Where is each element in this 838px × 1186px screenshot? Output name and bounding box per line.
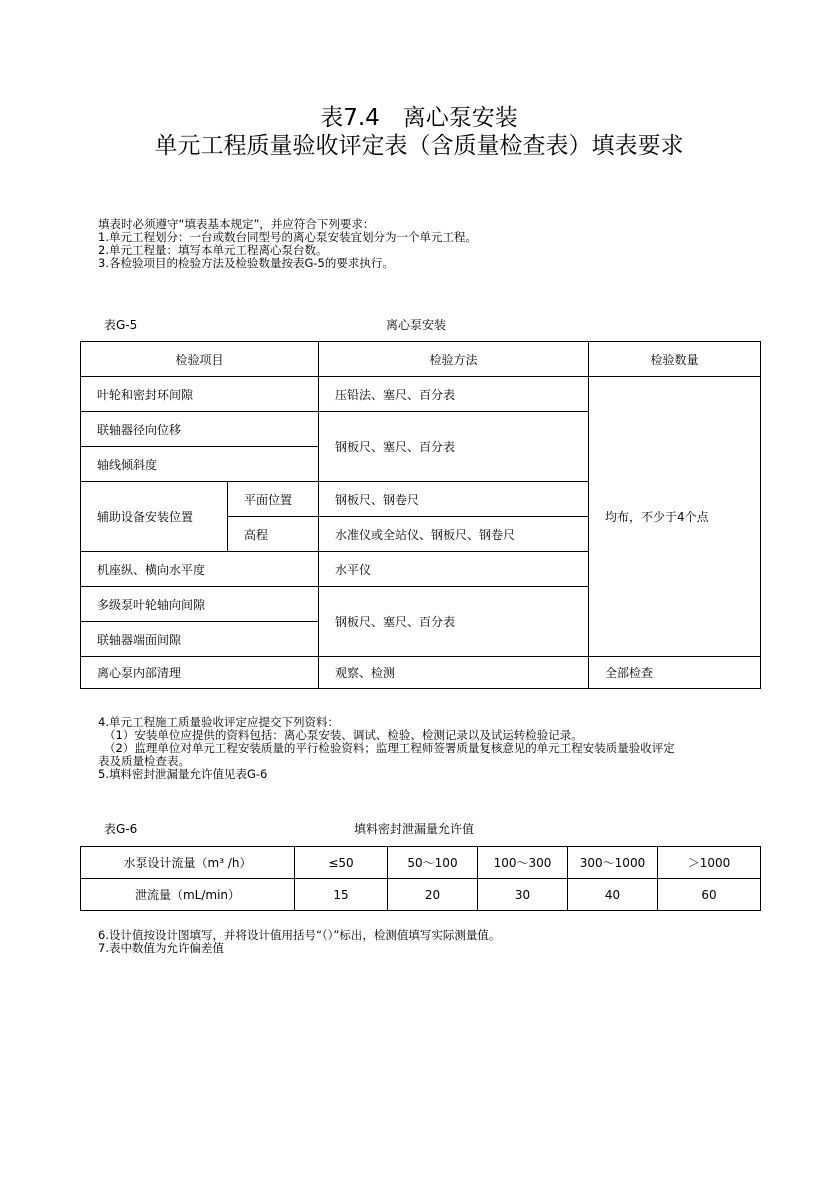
note-2: 2.单元工程量：填写本单元工程离心泵台数。 — [98, 243, 328, 257]
item-coupling-radial: 联轴器径向位移 — [81, 412, 319, 447]
method-cell: 钢板尺、塞尺、百分表 — [319, 412, 589, 482]
table-g6-caption: 填料密封泄漏量允许值 — [354, 822, 475, 836]
flow-header: 水泵设计流量（m³ /h） — [81, 847, 295, 879]
page-subtitle: 单元工程质量验收评定表（含质量检查表）填表要求 — [154, 133, 684, 159]
note-4: 4.单元工程施工质量验收评定应提交下列资料： — [98, 715, 339, 729]
flow-range-cell: 100～300 — [478, 847, 568, 879]
method-cell: 观察、检测 — [319, 657, 589, 689]
method-cell: 水准仪或全站仪、钢板尺、钢卷尺 — [319, 517, 589, 552]
method-cell: 钢板尺、钢卷尺 — [319, 482, 589, 517]
item-coupling-face-gap: 联轴器端面间隙 — [81, 622, 319, 657]
quantity-cell: 均布，不少于4个点 — [589, 377, 761, 657]
table-g5-label: 表G-5 — [104, 318, 138, 332]
leakage-header: 泄流量（mL/min） — [81, 879, 295, 911]
header-inspection-quantity: 检验数量 — [589, 342, 761, 377]
item-multistage-gap: 多级泵叶轮轴向间隙 — [81, 587, 319, 622]
item-shaft-tilt: 轴线倾斜度 — [81, 447, 319, 482]
leakage-value-cell: 40 — [568, 879, 658, 911]
header-inspection-method: 检验方法 — [319, 342, 589, 377]
quantity-cell: 全部检查 — [589, 657, 761, 689]
method-cell: 压铅法、塞尺、百分表 — [319, 377, 589, 412]
table-g6-label: 表G-6 — [104, 822, 138, 836]
table-g5 — [80, 341, 761, 689]
leakage-value-cell: 20 — [388, 879, 478, 911]
item-aux-position: 辅助设备安装位置 — [81, 482, 228, 552]
note-6: 6.设计值按设计图填写，并将设计值用括号“（）”标出，检测值填写实际测量值。 — [98, 928, 501, 942]
method-cell: 钢板尺、塞尺、百分表 — [319, 587, 589, 657]
note-4-2: （2）监理单位对单元工程安装质量的平行检验资料；监理工程师签署质量复核意见的单元工程安装质量验收评定 — [104, 741, 675, 755]
item-internal-clean: 离心泵内部清理 — [81, 657, 319, 689]
note-4-2-cont: 表及质量检查表。 — [98, 754, 190, 768]
note-7: 7.表中数值为允许偏差值 — [98, 941, 224, 955]
note-intro: 填表时必须遵守“填表基本规定”，并应符合下列要求： — [98, 217, 375, 231]
table-g6 — [80, 846, 761, 911]
item-impeller-gap: 叶轮和密封环间隙 — [81, 377, 319, 412]
item-base-level: 机座纵、横向水平度 — [81, 552, 319, 587]
flow-range-cell: ＞1000 — [658, 847, 761, 879]
flow-range-cell: ≤50 — [295, 847, 388, 879]
sub-item-plane-position: 平面位置 — [228, 482, 319, 517]
note-5: 5.填料密封泄漏量允许值见表G-6 — [98, 767, 268, 781]
page-title: 表7.4 离心泵安装 — [320, 105, 518, 131]
flow-range-cell: 300～1000 — [568, 847, 658, 879]
leakage-value-cell: 15 — [295, 879, 388, 911]
table-g5-caption: 离心泵安装 — [386, 318, 447, 332]
note-1: 1.单元工程划分：一台或数台同型号的离心泵安装宜划分为一个单元工程。 — [98, 230, 477, 244]
flow-range-cell: 50～100 — [388, 847, 478, 879]
leakage-value-cell: 60 — [658, 879, 761, 911]
note-3: 3.各检验项目的检验方法及检验数量按表G-5的要求执行。 — [98, 256, 394, 270]
leakage-value-cell: 30 — [478, 879, 568, 911]
note-4-1: （1）安装单位应提供的资料包括：离心泵安装、调试、检验、检测记录以及试运转检验记录。 — [104, 728, 583, 742]
method-cell: 水平仪 — [319, 552, 589, 587]
sub-item-elevation: 高程 — [228, 517, 319, 552]
header-inspection-item: 检验项目 — [81, 342, 319, 377]
